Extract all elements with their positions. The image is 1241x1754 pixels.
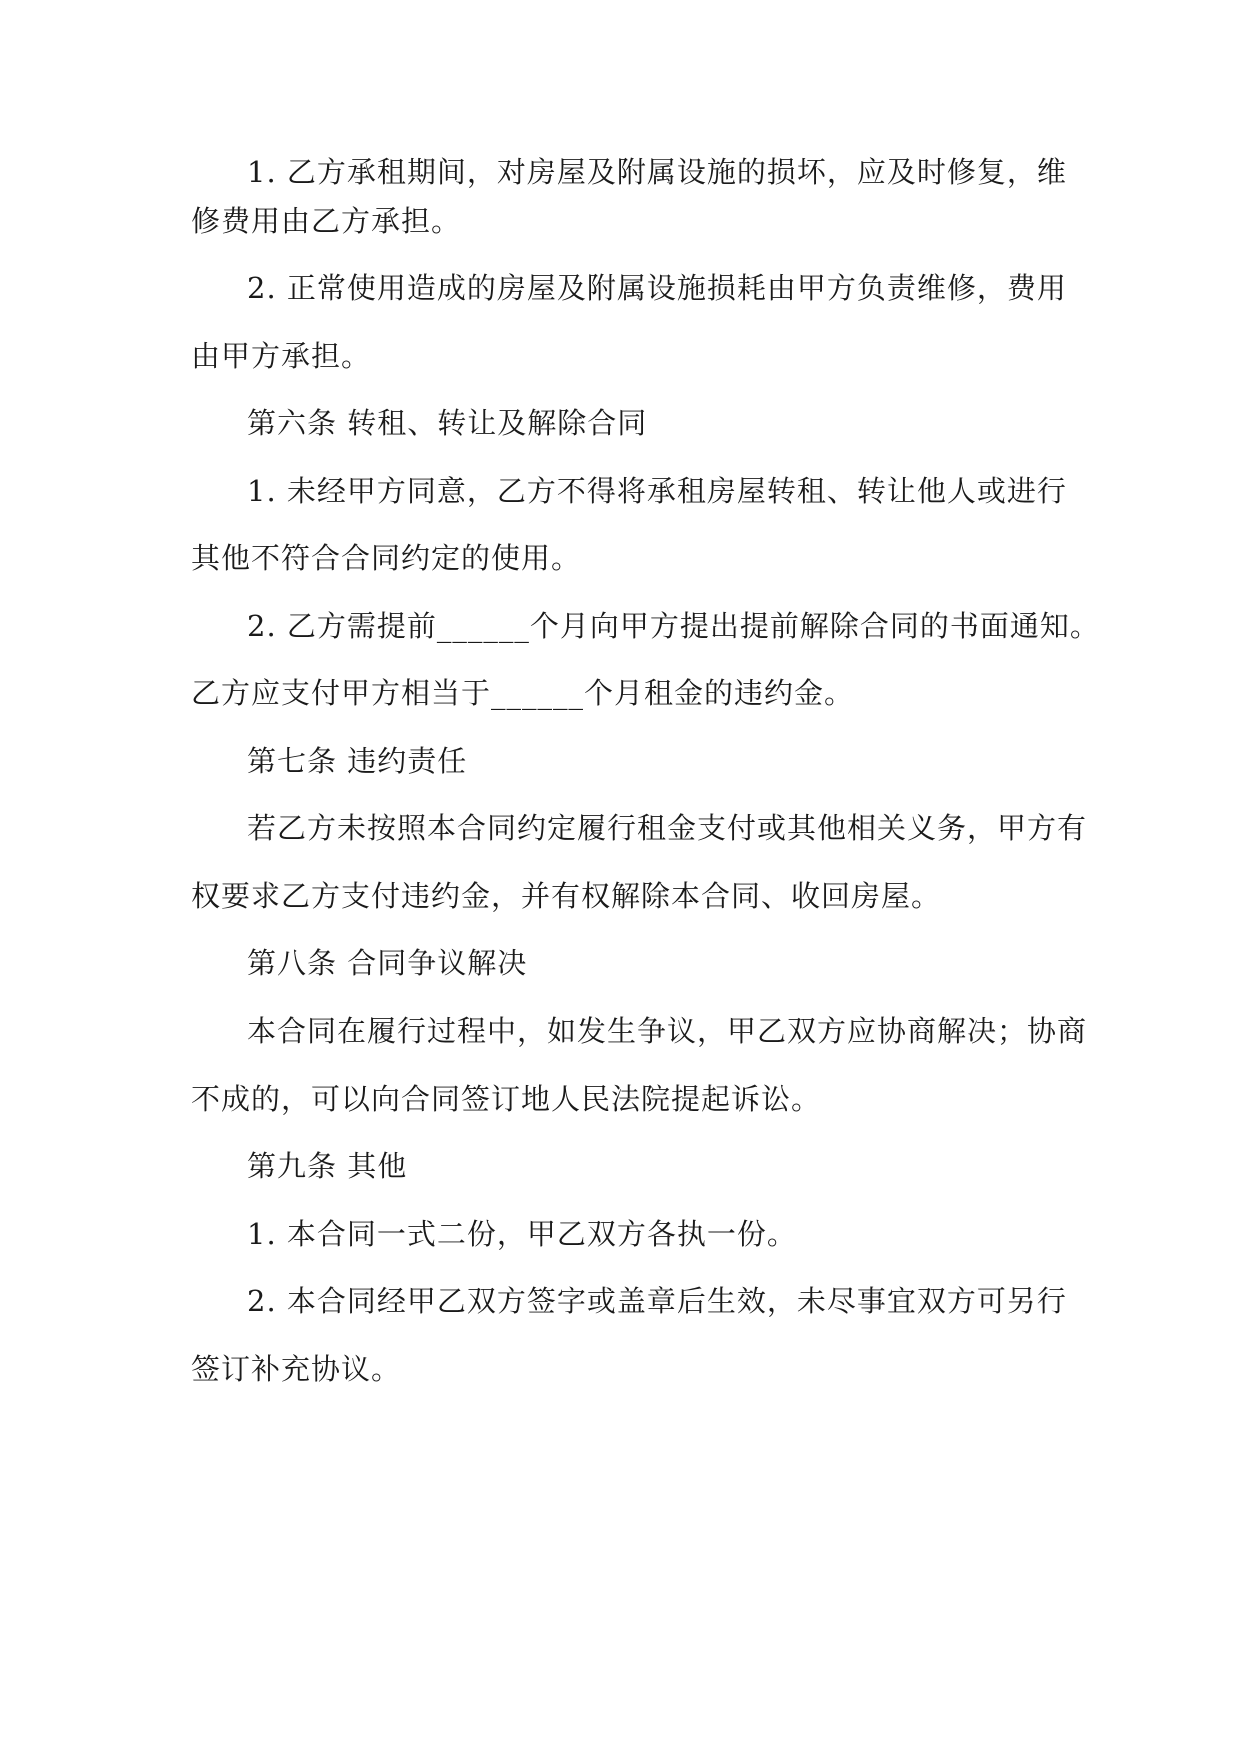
clause-8-body-line-1: 本合同在履行过程中，如发生争议，甲乙双方应协商解决；协商 bbox=[247, 1014, 1088, 1048]
clause-7-body-line-2: 权要求乙方支付违约金，并有权解除本合同、收回房屋。 bbox=[191, 879, 942, 913]
clause-9-item-2-line-2: 签订补充协议。 bbox=[191, 1352, 402, 1386]
clause-7-heading: 第七条 违约责任 bbox=[247, 744, 468, 778]
clause-9-item-2-line-1: 2. 本合同经甲乙双方签字或盖章后生效，未尽事宜双方可另行 bbox=[247, 1284, 1067, 1318]
clause-8-body-line-2: 不成的，可以向合同签订地人民法院提起诉讼。 bbox=[191, 1082, 822, 1116]
clause-7-body-line-1: 若乙方未按照本合同约定履行租金支付或其他相关义务，甲方有 bbox=[247, 811, 1088, 845]
clause-8-heading: 第八条 合同争议解决 bbox=[247, 946, 528, 980]
clause-5-item-1-line-2: 修费用由乙方承担。 bbox=[191, 204, 462, 238]
clause-6-item-2-line-1: 2. 乙方需提前______个月向甲方提出提前解除合同的书面通知。 bbox=[247, 609, 1100, 643]
clause-9-heading: 第九条 其他 bbox=[247, 1149, 408, 1183]
clause-6-item-1-line-2: 其他不符合合同约定的使用。 bbox=[191, 541, 582, 575]
clause-6-heading: 第六条 转租、转让及解除合同 bbox=[247, 406, 648, 440]
clause-5-item-1-line-1: 1. 乙方承租期间，对房屋及附属设施的损坏，应及时修复，维 bbox=[247, 155, 1067, 189]
clause-9-item-1: 1. 本合同一式二份，甲乙双方各执一份。 bbox=[247, 1217, 797, 1251]
clause-6-item-2-line-2: 乙方应支付甲方相当于______个月租金的违约金。 bbox=[191, 676, 855, 710]
clause-5-item-2-line-1: 2. 正常使用造成的房屋及附属设施损耗由甲方负责维修，费用 bbox=[247, 271, 1067, 305]
clause-5-item-2-line-2: 由甲方承担。 bbox=[191, 339, 372, 373]
clause-6-item-1-line-1: 1. 未经甲方同意，乙方不得将承租房屋转租、转让他人或进行 bbox=[247, 474, 1067, 508]
